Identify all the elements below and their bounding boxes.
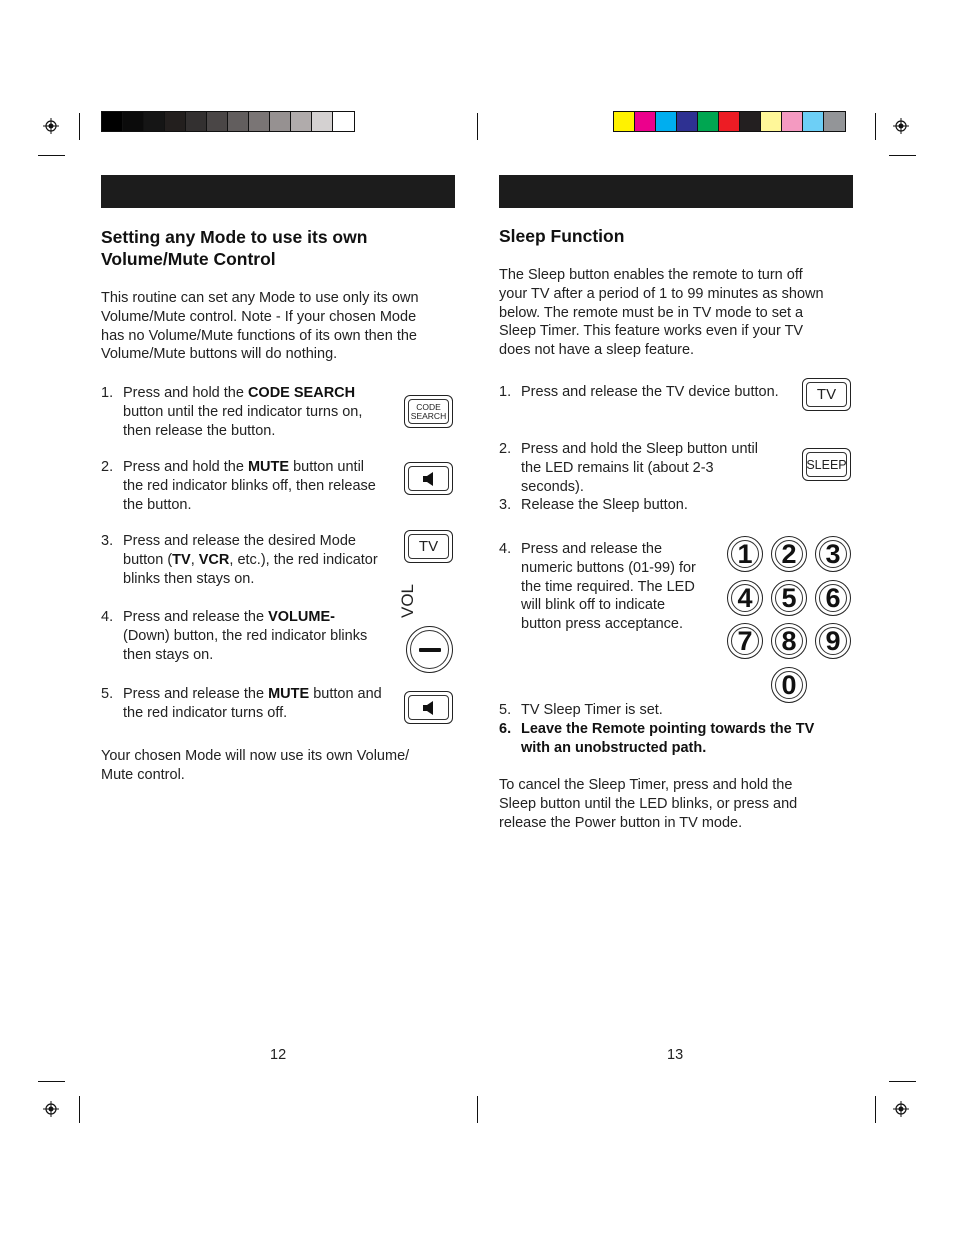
- step-text-line: will blink off to indicate: [521, 597, 666, 614]
- step-text-line: button until the red indicator turns on,: [123, 403, 363, 420]
- crop-mark: [477, 1096, 478, 1123]
- step-number: 5.: [101, 686, 114, 702]
- color-swatch: [719, 112, 740, 131]
- step-number: 3.: [499, 497, 512, 513]
- digit-label: 9: [825, 625, 841, 656]
- vol-label: VOL: [398, 583, 417, 618]
- step-text-line: Release the Sleep button.: [521, 497, 688, 513]
- step-number: 2.: [101, 459, 114, 475]
- step-text-line: Press and release the: [521, 541, 663, 557]
- step-text-line: the red indicator turns off.: [123, 704, 288, 721]
- digit-label: 3: [825, 538, 841, 569]
- registration-mark-icon: [43, 1101, 59, 1117]
- color-bar: [613, 111, 846, 132]
- grayscale-swatch: [270, 112, 291, 131]
- step-text-line: button press acceptance.: [521, 616, 684, 633]
- digit-2-button-icon: [771, 536, 807, 572]
- digit-label: 6: [825, 582, 841, 613]
- color-swatch: [824, 112, 845, 131]
- digit-4-button-icon: [727, 580, 763, 616]
- grayscale-swatch: [165, 112, 186, 131]
- step-text-line: with an unobstructed path.: [521, 739, 707, 756]
- grayscale-swatch: [186, 112, 207, 131]
- left-intro-paragraph: [101, 289, 419, 364]
- paragraph-line: your TV after a period of 1 to 99 minutes as shown: [499, 285, 824, 302]
- digit-label: 8: [781, 625, 797, 656]
- paragraph-line: This routine can set any Mode to use only its own: [101, 290, 419, 306]
- color-swatch: [614, 112, 635, 131]
- right-page-number: 13: [667, 1047, 684, 1063]
- tv-label: TV: [418, 538, 439, 555]
- paragraph-line: Your chosen Mode will now use its own Volume/: [101, 748, 410, 764]
- digit-5-button-icon: [771, 580, 807, 616]
- right-header-bar: [499, 175, 853, 208]
- paragraph-line: Sleep button until the LED blinks, or press and: [499, 795, 798, 812]
- registration-mark-icon: [893, 118, 909, 134]
- crop-mark: [38, 1081, 65, 1082]
- title-line: Setting any Mode to use its own: [101, 227, 368, 247]
- code-search-button-icon: [404, 395, 453, 428]
- paragraph-line: Volume/Mute buttons will do nothing.: [101, 346, 338, 363]
- right-intro-paragraph: [499, 266, 824, 360]
- sleep-label: SLEEP: [806, 457, 847, 472]
- color-swatch: [782, 112, 803, 131]
- mute-button-icon: [404, 691, 453, 724]
- step-text-line: the time required. The LED: [521, 578, 695, 595]
- digit-label: 7: [737, 625, 753, 656]
- digit-label: 4: [737, 582, 753, 613]
- digit-8-button-icon: [771, 623, 807, 659]
- digit-label: 2: [781, 538, 797, 569]
- step-text-line: Press and release the MUTE button and: [123, 686, 382, 702]
- step-number: 2.: [499, 441, 512, 457]
- paragraph-line: release the Power button in TV mode.: [499, 814, 743, 831]
- digit-0-button-icon: [771, 667, 807, 703]
- step-text-line: TV Sleep Timer is set.: [521, 702, 663, 718]
- step-text-line: numeric buttons (01-99) for: [521, 559, 696, 576]
- grayscale-swatch: [207, 112, 228, 131]
- paragraph-line: does not have a sleep feature.: [499, 342, 695, 359]
- grayscale-swatch: [333, 112, 354, 131]
- step-text-line: the button.: [123, 496, 192, 513]
- grayscale-swatch: [291, 112, 312, 131]
- step-text-line: then stays on.: [123, 646, 214, 663]
- step-text-line: the red indicator blinks off, then release: [123, 477, 376, 494]
- color-swatch: [803, 112, 824, 131]
- paragraph-line: Volume/Mute control. Note - If your chosen Mode: [101, 308, 417, 325]
- volume-down-button-icon: [406, 626, 453, 673]
- digit-7-button-icon: [727, 623, 763, 659]
- registration-mark-icon: [43, 118, 59, 134]
- step-text-line: (Down) button, the red indicator blinks: [123, 627, 368, 644]
- step-text-line: Press and release the desired Mode: [123, 533, 356, 549]
- grayscale-swatch: [144, 112, 165, 131]
- crop-mark: [875, 113, 876, 140]
- step-text-line: seconds).: [521, 478, 584, 495]
- digit-label: 5: [781, 582, 797, 613]
- right-page-title: Sleep Function: [499, 226, 625, 246]
- digit-3-button-icon: [815, 536, 851, 572]
- step-text-line: Press and hold the CODE SEARCH: [123, 385, 356, 401]
- tv-button-icon: [404, 530, 453, 563]
- color-swatch: [698, 112, 719, 131]
- left-page-title: [101, 226, 367, 270]
- paragraph-line: To cancel the Sleep Timer, press and hold the: [499, 777, 793, 793]
- color-swatch: [677, 112, 698, 131]
- grayscale-swatch: [102, 112, 123, 131]
- code-search-label: CODE: [416, 401, 441, 412]
- step-text-line: Press and release the VOLUME-: [123, 609, 335, 625]
- crop-mark: [79, 113, 80, 140]
- step-number: 1.: [499, 384, 512, 400]
- left-outro-paragraph: [101, 747, 409, 785]
- mute-button-icon: [404, 462, 453, 495]
- grayscale-swatch: [123, 112, 144, 131]
- step-text-line: Press and release the TV device button.: [521, 384, 779, 400]
- grayscale-bar: [101, 111, 355, 132]
- step-number: 5.: [499, 702, 512, 718]
- color-swatch: [656, 112, 677, 131]
- step-text-line: then release the button.: [123, 422, 276, 439]
- crop-mark: [477, 113, 478, 140]
- grayscale-swatch: [312, 112, 333, 131]
- right-outro-paragraph: [499, 776, 797, 832]
- paragraph-line: below. The remote must be in TV mode to set a: [499, 304, 804, 321]
- paragraph-line: has no Volume/Mute functions of its own then the: [101, 327, 417, 344]
- paragraph-line: Sleep Timer. This feature works even if your TV: [499, 323, 804, 340]
- crop-mark: [38, 155, 65, 156]
- step-text-line: button (TV, VCR, etc.), the red indicator: [123, 551, 378, 568]
- digit-label: 0: [781, 669, 797, 700]
- digit-6-button-icon: [815, 580, 851, 616]
- step-number: 3.: [101, 533, 114, 549]
- tv-button-icon: [802, 378, 851, 411]
- step-text-line: the LED remains lit (about 2-3: [521, 459, 714, 476]
- digit-9-button-icon: [815, 623, 851, 659]
- grayscale-swatch: [249, 112, 270, 131]
- left-header-bar: [101, 175, 455, 208]
- crop-mark: [875, 1096, 876, 1123]
- color-swatch: [761, 112, 782, 131]
- color-swatch: [635, 112, 656, 131]
- code-search-label: SEARCH: [410, 410, 447, 421]
- crop-mark: [889, 1081, 916, 1082]
- step-number: 4.: [101, 609, 114, 625]
- step-number: 6.: [499, 721, 512, 737]
- crop-mark: [79, 1096, 80, 1123]
- step-text-line: Press and hold the Sleep button until: [521, 441, 758, 457]
- paragraph-line: The Sleep button enables the remote to turn off: [499, 267, 803, 283]
- left-page-number: 12: [270, 1047, 287, 1063]
- tv-label: TV: [816, 386, 837, 403]
- registration-mark-icon: [893, 1101, 909, 1117]
- step-text-line: Leave the Remote pointing towards the TV: [521, 721, 815, 737]
- paragraph-line: Mute control.: [101, 766, 185, 783]
- grayscale-swatch: [228, 112, 249, 131]
- step-text-line: blinks then stays on.: [123, 570, 255, 587]
- digit-1-button-icon: [727, 536, 763, 572]
- crop-mark: [889, 155, 916, 156]
- digit-label: 1: [737, 538, 753, 569]
- color-swatch: [740, 112, 761, 131]
- step-number: 1.: [101, 385, 114, 401]
- title-line: Volume/Mute Control: [101, 249, 276, 269]
- step-number: 4.: [499, 541, 512, 557]
- step-text-line: Press and hold the MUTE button until: [123, 459, 365, 475]
- sleep-button-icon: [802, 448, 851, 481]
